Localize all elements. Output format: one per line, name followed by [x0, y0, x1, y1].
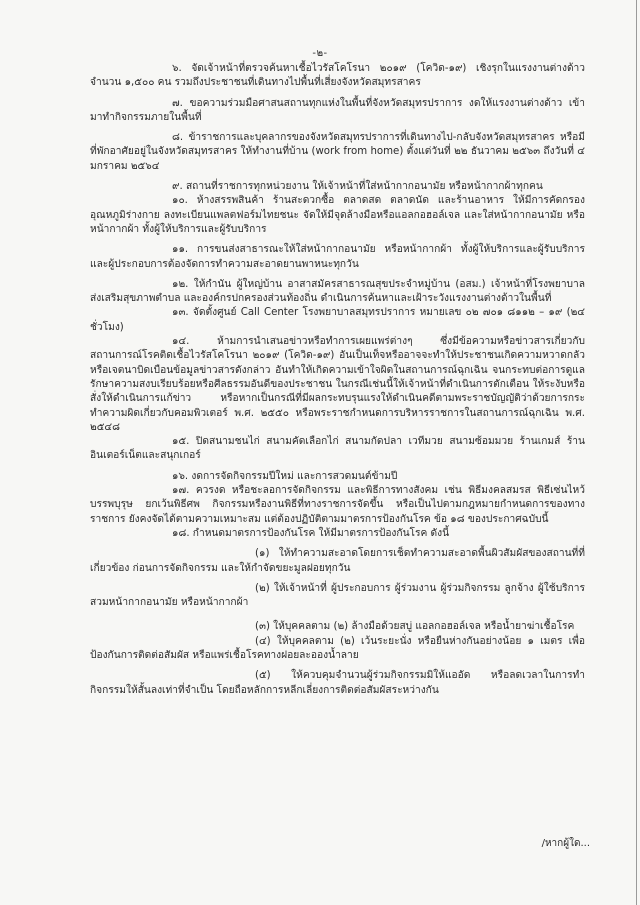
paragraph-17: ๑๗. ควรงด หรือชะลอการจัดกิจกรรม และพิธีการทางสังคม เช่น พิธีมงคลสมรส พิธีเซ่นไหว้บรรพบุรุษ ยกเว้นพิธีศพ กิจกรรมหรืองานพิธีที่ทางราชการจัดขึ้น หรือเป็นไปตามกฎหมายกำหนดการของทางราชการ ยังคงจัดได้ตามความเหมาะสม แต่ต้องปฏิบัติตามมาตรการป้องกันโรค ข้อ ๑๘ ของประกาศฉบับนี้: [90, 485, 585, 525]
paragraph-10: ๑๐. ห้างสรรพสินค้า ร้านสะดวกซื้อ ตลาดสด ตลาดนัด และร้านอาหาร ให้มีการคัดกรองอุณหภูมิร่างกาย ลงทะเบียนแพลตฟอร์มไทยชนะ จัดให้มีจุดล้างมือหรือแอลกอฮอล์เจล และใส่หน้ากากอนามัย หรือหน้ากากผ้า ทั้งผู้ให้บริการและผู้รับบริการ: [90, 195, 585, 235]
paragraph-15: ๑๕. ปิดสนามชนไก่ สนามคัดเลือกไก่ สนามกัดปลา เวทีมวย สนามซ้อมมวย ร้านเกมส์ ร้านอินเตอร์เน็ตและสนุกเกอร์: [90, 436, 585, 462]
paragraph-6: ๖. จัดเจ้าหน้าที่ตรวจค้นหาเชื้อไวรัสโคโรนา ๒๐๑๙ (โควิด-๑๙) เชิงรุกในแรงงานต่างด้าว จำนวน ๑,๕๐๐ คน รวมถึงประชาชนที่เดินทางไปพื้นที่เสี่ยงจังหวัดสมุทรสาคร: [90, 63, 585, 89]
paragraph-13: ๑๓. จัดตั้งศูนย์ Call Center โรงพยาบาลสมุทรปราการ หมายเลข ๐๒ ๗๐๑ ๘๑๑๒ – ๑๙ (๒๔ ชั่วโมง): [90, 307, 585, 333]
paragraph-11: ๑๑. การขนส่งสาธารณะให้ใส่หน้ากากอนามัย หรือหน้ากากผ้า ทั้งผู้ให้บริการและผู้รับบริการ และผู้ประกอบการต้องจัดการทำความสะอาดยานพาหนะทุกวัน: [90, 244, 585, 270]
paragraph-18-4: (๔) ให้บุคคลตาม (๒) เว้นระยะนั่ง หรือยืนห่างกันอย่างน้อย ๑ เมตร เพื่อป้องกันการติดต่อสัมผัส หรือแพร่เชื้อโรคทางฝอยละอองน้ำลาย: [90, 635, 585, 661]
paragraph-8: ๘. ข้าราชการและบุคลากรของจังหวัดสมุทรปราการที่เดินทางไป-กลับจังหวัดสมุทรสาคร หรือมีที่พักอาศัยอยู่ในจังหวัดสมุทรสาคร ให้ทำงานที่บ้าน (work from home) ตั้งแต่วันที่ ๒๒ ธันวาคม ๒๕๖๓ ถึงวันที่ ๔ มกราคม ๒๕๖๔: [90, 132, 585, 172]
paragraph-18-5: (๕) ให้ควบคุมจำนวนผู้ร่วมกิจกรรมมิให้แออัด หรือลดเวลาในการทำกิจกรรมให้สั้นลงเท่าที่จำเป็น โดยถือหลักการหลีกเลี่ยงการติดต่อสัมผัสระหว่างกัน: [90, 670, 585, 696]
page-number: -๒-: [312, 48, 328, 59]
paragraph-18-1: (๑) ให้ทำความสะอาดโดยการเช็ดทำความสะอาดพื้นผิวสัมผัสของสถานที่ที่เกี่ยวข้อง ก่อนการจัดกิจกรรม และให้กำจัดขยะมูลฝอยทุกวัน: [90, 548, 585, 574]
paragraph-18-2: (๒) ให้เจ้าหน้าที่ ผู้ประกอบการ ผู้ร่วมงาน ผู้ร่วมกิจกรรม ลูกจ้าง ผู้ใช้บริการ สวมหน้ากากอนามัย หรือหน้ากากผ้า: [90, 582, 585, 609]
paragraph-16: ๑๖. งดการจัดกิจกรรมปีใหม่ และการสวดมนต์ข้ามปี: [172, 470, 398, 482]
paragraph-12: ๑๒. ให้กำนัน ผู้ใหญ่บ้าน อาสาสมัครสาธารณสุขประจำหมู่บ้าน (อสม.) เจ้าหน้าที่โรงพยาบาลส่งเสริมสุขภาพตำบล และองค์กรปกครองส่วนท้องถิ่น ดำเนินการค้นหาและเฝ้าระวังแรงงานต่างด้าวในพื้นที่: [90, 278, 585, 305]
paragraph-18: ๑๘. กำหนดมาตรการป้องกันโรค ให้มีมาตรการป้องกันโรค ดังนี้: [172, 527, 450, 539]
continuation-marker: /หากผู้ใด...: [541, 838, 590, 849]
paragraph-18-3: (๓) ให้บุคคลตาม (๒) ล้างมือด้วยสบู่ แอลกอฮอล์เจล หรือน้ำยาฆ่าเชื้อโรค: [255, 621, 575, 633]
paragraph-14: ๑๔. ห้ามการนำเสนอข่าวหรือทำการเผยแพร่ต่างๆ ซึ่งมีข้อความหรือข่าวสารเกี่ยวกับสถานการณ์โรคติดเชื้อไวรัสโคโรนา ๒๐๑๙ (โควิด-๑๙) อันเป็นเท็จหรืออาจจะทำให้ประชาชนเกิดความหวาดกลัว หรือเจตนาบิดเบือนข้อมูลข่าวสารดังกล่าว อันทำให้เกิดความเข้าใจผิดในสถานการณ์ฉุกเฉิน จนกระทบต่อการดูแลรักษาความสงบเรียบร้อยหรือศีลธรรมอันดีของประชาชน ในกรณีเช่นนี้ให้เจ้าหน้าที่ดำเนินการตักเตือน ให้ระงับหรือสั่งให้ดำเนินการแก้ข่าว หรือหากเป็นกรณีที่มีผลกระทบรุนแรงให้ดำเนินคดีตามพระราชบัญญัติว่าด้วยการกระทำความผิดเกี่ยวกับคอมพิวเตอร์ พ.ศ. ๒๕๕๐ หรือพระราชกำหนดการบริหารราชการในสถานการณ์ฉุกเฉิน พ.ศ. ๒๕๔๘: [90, 336, 585, 433]
paragraph-7: ๗. ขอความร่วมมือศาสนสถานทุกแห่งในพื้นที่จังหวัดสมุทรปราการ งดให้แรงงานต่างด้าว เข้ามาทำกิจกรรมภายในพื้นที่: [90, 97, 585, 123]
page-edge-line: [636, 0, 637, 905]
paragraph-9: ๙. สถานที่ราชการทุกหน่วยงาน ให้เจ้าหน้าที่ใส่หน้ากากอนามัย หรือหน้ากากผ้าทุกคน: [172, 181, 543, 193]
document-body: [90, 62, 585, 698]
